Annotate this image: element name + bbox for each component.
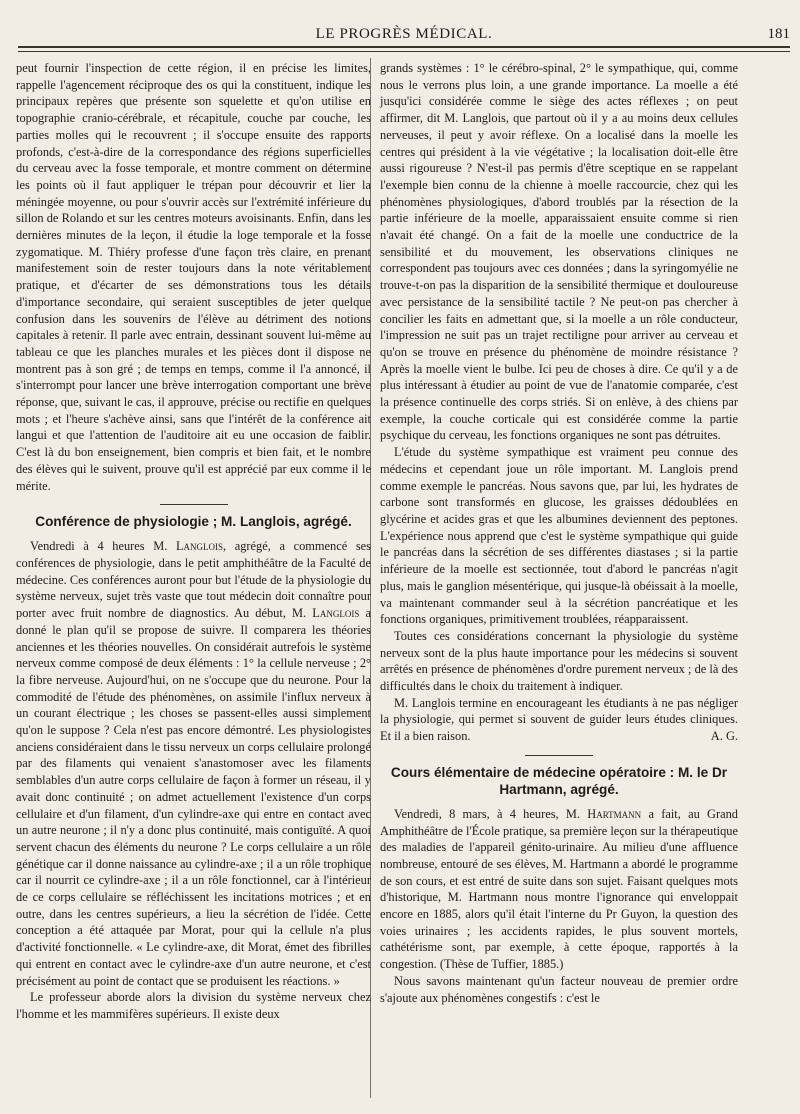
section-title: Conférence de physiologie ; M. Langlois, agrégé. (35, 514, 352, 530)
paragraph: L'étude du système sympathique est vraiment peu connue des médecins et cependant joue un rôle important. M. Langlois prend comme exemple le pancréas. Nous savons que, par lui, les hydrates de carbone sont transformés en glucose, les graisses dédoublées en glycérine et acides gras et que les albumines deviennent des peptones. L'expérience nous apprend que c'est le système sympathique qui guide le pancréas dans la sécrétion de ses différentes diastases ; si la partie inférieure de la moelle est sectionnée, tout d'abord le pancréas n'agit plus, mais le ganglion mésentérique, qui jusque-là obéissait à la moelle, va maintenant commander seul à la sécrétion pancréatique et les fonctions organiques, primitivement troublées, réapparaissent. (380, 445, 738, 627)
header-rule-thick (18, 46, 790, 48)
text-run: Vendredi, 8 mars, à 4 heures, M. (394, 806, 580, 821)
page-number: 181 (767, 26, 790, 42)
paragraph: Le professeur aborde alors la division du système nerveux chez l'homme et les mammifères supérieurs. Il existe deux (16, 990, 371, 1021)
section-divider (525, 755, 593, 756)
person-name: Langlois (175, 539, 224, 554)
paragraph: peut fournir l'inspection de cette région, il en précise les limites, rappelle l'agencement réciproque des os qui la constituent, indique les principaux repères que présente son squelette et qu'on utilise en topographie cranio-cérébrale, et récapitule, couche par couche, les parties molles qui le recouvrent ; il s'occupe ensuite des rapports profonds, c'est-à-dire de la correspondance des régions superficielles du cerveau avec la fosse temporale, et montre comment on détermine les points où il faut appliquer le trépan pour découvrir et lier la méningée moyenne, ou pour s'ouvrir accès sur l'extrémité inférieure du sillon de Rolando et sur les centres moteurs avoisinants. Enfin, dans les dernières minutes de la leçon, il étudie la loge temporale et la fosse zygomatique. M. Thiéry professe d'une façon très claire, en prenant manifestement soin de rester toujours dans la note véritablement pratique, et d'écarter de ses démonstrations tous les détails d'importance secondaire, qui seraient susceptibles de jeter quelque confusion dans les souvenirs de l'élève au détriment des notions capitales à retenir. Il parle avec entrain, dessinant souvent lui-même au tableau ce que les planches murales et les pièces dont il dispose ne montrent pas à son gré ; de temps en temps, comme il l'a annoncé, il s'interrompt pour lancer une brève interrogation comportant une brève réponse, que, suivant le cas, il approuve, précise ou rectifie en quelques mots ; et l'heure s'achève ainsi, sans que l'intérêt de la conférence ait langui et que l'attention de l'auditoire ait eu une occasion de faiblir. C'est là du bon enseignement, bien compris et bien fait, et le nombre des élèves qui le suivent, prouve qu'il est apprécié par eux comme il le mérite. (16, 61, 371, 493)
person-name: Hartmann (587, 806, 642, 821)
paragraph: Toutes ces considérations concernant la physiologie du système nerveux sont de la plus haute importance pour les médecins si souvent arrêtés en présence de phénomènes d'ordre purement nerveux ; de là des difficultés dans le choix du traitement à indiquer. (380, 628, 738, 694)
page-header (18, 26, 790, 44)
section-title: Cours élémentaire de médecine opératoire : M. le Dr Hartmann, agrégé. (390, 764, 728, 797)
paragraph: grands systèmes : 1° le cérébro-spinal, 2° le sympathique, qui, comme nous le verrons plus loin, a une grande importance. La moelle a été jusqu'ici considérée comme le siège des actes réflexes ; on peut affirmer, dit M. Langlois, que partout où il y a au moins deux cellules nerveuses, il peut y avoir réflexe. On a localisé dans la moelle les centres qui président à la vie végétative ; la localisation doit-elle être aussi rigoureuse ? N'est-il pas permis d'être sceptique en se rappelant l'exemple bien connu de la chienne à moelle raccourcie, chez qui les phénomènes physiologiques, d'abord troublés par la résection de la partie inférieure de la moelle, apparaissaient ensuite comme si rien n'avait été changé. On a fait de la moelle une conductrice de la sensibilité et du mouvement, les observations cliniques ne correspondent pas toujours avec ces données ; dans la syringomyélie ne trouve-t-on pas la disparition de la sensibilité thermique et douloureuse avec persistance de la sensibilité tactile ? Ne peut-on pas chercher à concilier les faits en admettant que, si la moelle a un rôle conducteur, l'impression ne suit pas un trajet rectiligne pour arriver au cerveau et qu'on se trouve en présence du phénomène de moindre résistance ? Après la moelle vient le bulbe. Ici peu de choses à dire. Ce qu'il y a de plus intéressant à étudier au point de vue de l'anatomie comparée, c'est la présence continuelle des corps striés. Si on enlève, à des chiens par exemple, la couche corticale qui est considérée comme la partie psychique du cerveau, les fonctions organiques ne sont pas détruites. (380, 61, 738, 443)
paragraph (16, 538, 371, 989)
section-divider (160, 504, 228, 505)
right-column (380, 60, 738, 1006)
text-run: Vendredi à 4 heures M. (30, 539, 168, 554)
journal-title: LE PROGRÈS MÉDICAL. (315, 26, 493, 42)
paragraph (380, 806, 738, 973)
person-name: Langlois (312, 606, 360, 621)
left-column (16, 60, 371, 1023)
paragraph: Nous savons maintenant qu'un facteur nouveau de premier ordre s'ajoute aux phénomènes congestifs : c'est le (380, 973, 738, 1005)
text-run: , agrégé, a commencé ses conférences de physiologie, dans le petit amphithéâtre de la Faculté de médecine. Ces conférences auront pour but l'étude de la physiologie du système nerveux, sujet très vaste que tout médecin doit connaître pour porter avec fruit nombre de diagnostics. Au début, M. (16, 539, 371, 621)
header-rule-thin (18, 51, 790, 52)
text-run: a donné le plan qu'il se propose de suivre. Il comparera les théories anciennes et les théories nouvelles. On considérait autrefois le système nerveux comme composé de deux éléments : 1° la cellule nerveuse ; 2° la fibre nerveuse. Aujourd'hui, on ne s'occupe que du neurone. Pour la commodité de l'étude des phénomènes, on assimile l'influx nerveux à un courant électrique ; les choses se passent-elles aussi simplement qu'on le suppose ? Cela n'est pas encore démontré. Les physiologistes anciens considéraient dans le tissu nerveux un corps cellulaire prolongé par des filaments qui venaient s'anastomoser avec les filaments semblables d'un autre corps cellulaire de façon à former un réseau, il y avait donc continuité ; on admet actuellement l'existence d'un corps cellulaire et d'un filament, d'un cylindre-axe qui entre en contact avec un autre neurone ; il n'y a donc plus continuité, mais contiguïté. A quoi servent chacun des éléments du neurone ? Le corps cellulaire a un rôle génétique car il donne naissance au cylindre-axe ; il a un rôle trophique car il nourrit ce cylindre-axe ; il a un rôle fonctionnel, car à l'intérieur de ce corps cellulaire se réfléchissent les incitations motrices ; et en outre, dans les centres supérieurs, a lieu la sécrétion de l'idée. Cette conception a été attaquée par Morat, pour qui la cellule n'a plus d'activité fonctionnelle. « Le cylindre-axe, dit Morat, émet des fibrilles qui entrent en contact avec le cylindre-axe d'un autre neurone, et c'est précisément au point de contact que se produisent les réactions. » (16, 606, 371, 988)
text-run: M. Langlois termine en encourageant les étudiants à ne pas négliger la physiologie, qui permet si souvent de guider leurs études cliniques. Et il a bien raison. (380, 695, 738, 744)
text-run: a fait, au Grand Amphithéâtre de l'École pratique, sa première leçon sur la thérapeutique des maladies de l'appareil génito-urinaire. Au milieu d'une affluence nombreuse, entouré de ses élèves, M. Hartmann a abordé le programme de son cours, et est entré de suite dans son sujet. Faisant quelques mots d'historique, M. Hartmann nous montre l'ignorance qui enveloppait encore en 1885, alors qu'il était l'interne du Pr Guyon, la question des voies urinaires ; les accidents rapides, le plus souvent mortels, cathétérisme sont, par exemple, à cette époque, rapportés à la congestion. (Thèse de Tuffier, 1885.) (380, 806, 738, 972)
paragraph (380, 695, 738, 745)
author-signature: A. G. (710, 729, 738, 744)
